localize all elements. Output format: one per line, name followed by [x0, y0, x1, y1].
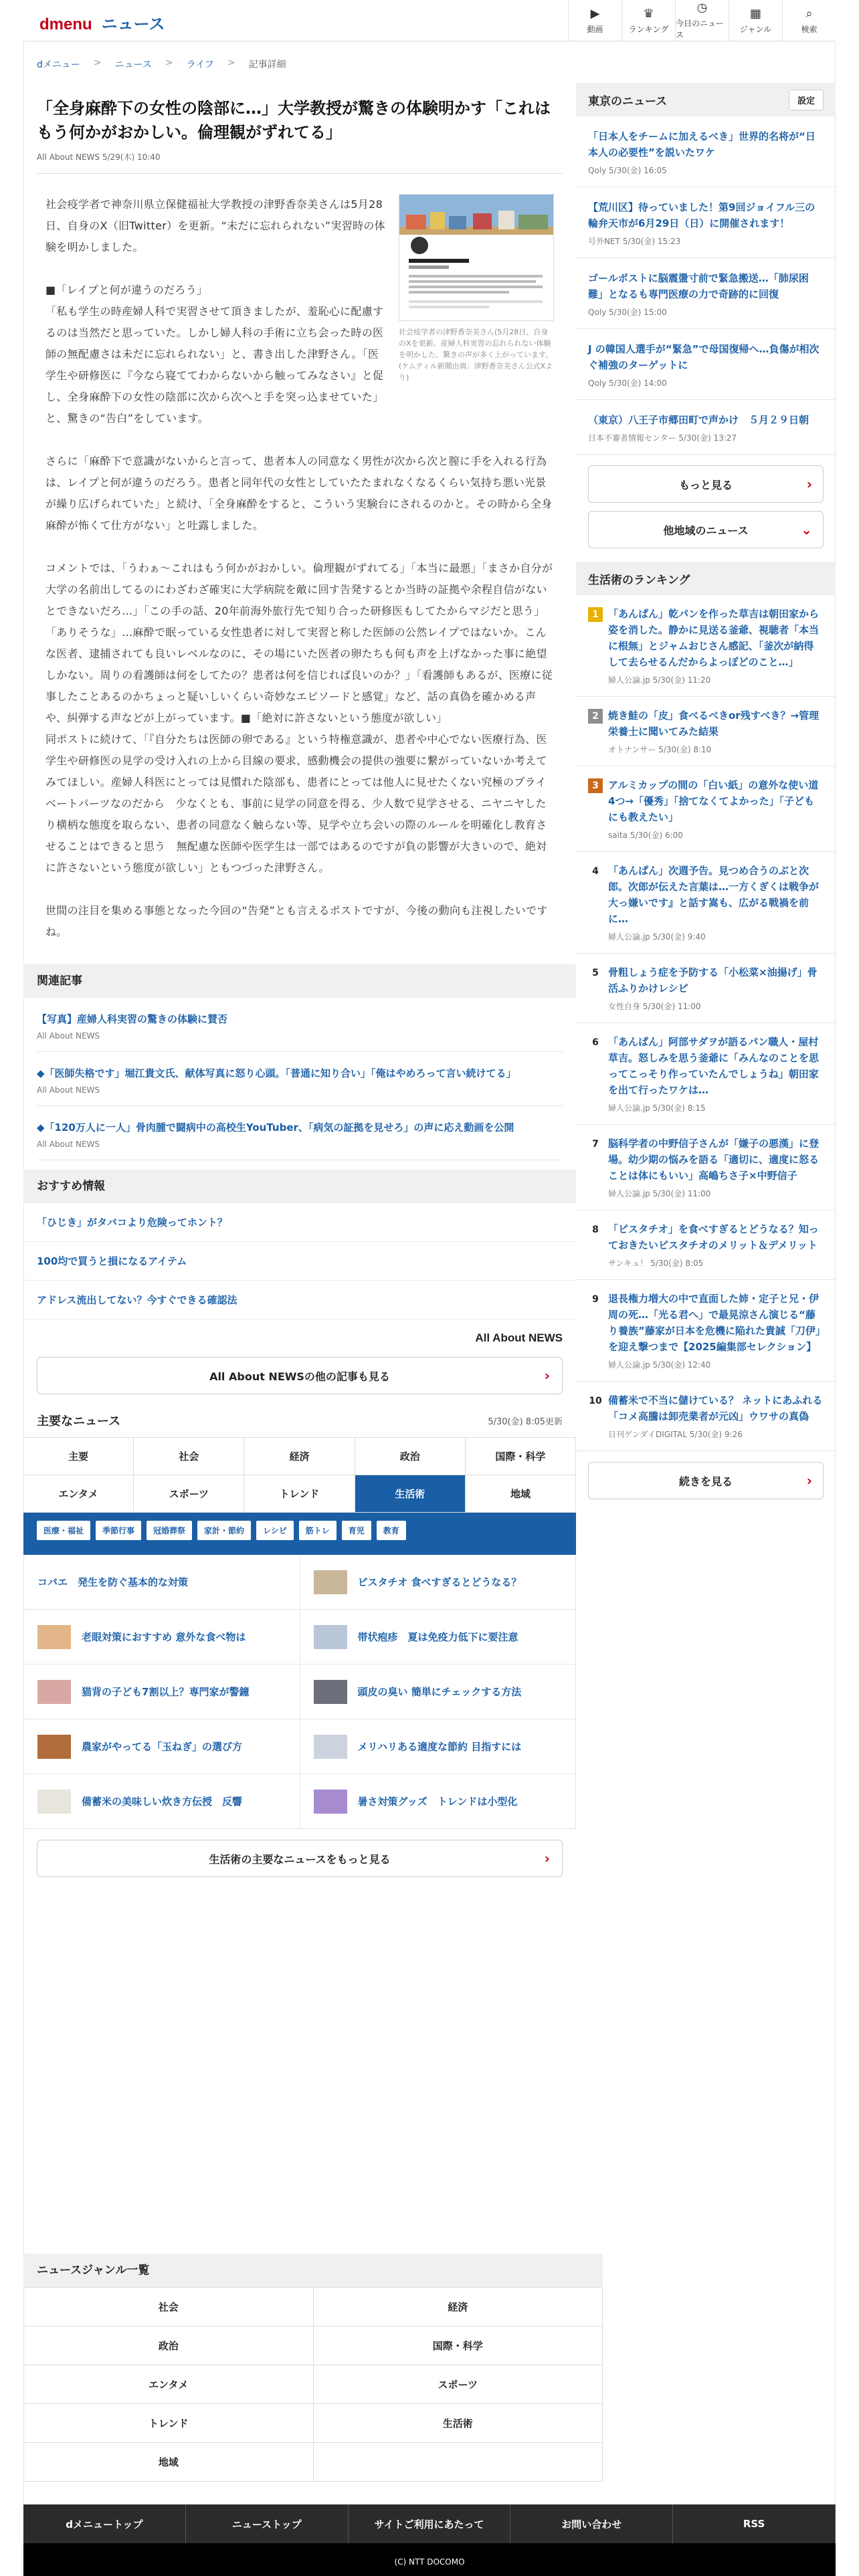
ranking-item[interactable]	[576, 1210, 836, 1280]
related-item[interactable]	[23, 1106, 576, 1160]
main-news-grid	[23, 1555, 576, 1829]
subtag[interactable]: 育児	[342, 1521, 371, 1540]
genre-item[interactable]: 生活術	[314, 2404, 603, 2443]
header-nav	[568, 0, 836, 41]
news-title: 暑さ対策グッズ トレンドは小型化	[357, 1796, 518, 1808]
news-item[interactable]	[24, 1774, 300, 1829]
ranking-source: 婦人公論.jp 5/30(金) 12:40	[608, 1360, 711, 1370]
header-nav-label: 今日のニュース	[676, 19, 725, 39]
divider	[37, 173, 563, 174]
tokyo-news-title: （東京）八王子市郷田町で声かけ ５月２９日朝	[588, 414, 809, 426]
ranking-item[interactable]	[576, 1382, 836, 1451]
ranking-item[interactable]	[576, 595, 836, 697]
tab-7[interactable]: トレンド	[244, 1475, 355, 1513]
footer-link[interactable]: RSS	[673, 2504, 836, 2543]
subtag[interactable]: 季節行事	[96, 1521, 141, 1540]
news-item[interactable]	[24, 1555, 300, 1610]
rank-badge: 9	[588, 1292, 603, 1307]
tokyo-news-source: 日本不審者情報センター 5/30(金) 13:27	[588, 433, 737, 443]
news-item[interactable]	[24, 1719, 300, 1774]
ranking-item[interactable]	[576, 852, 836, 954]
ranking-source: オトナンサー 5/30(金) 8:10	[608, 745, 712, 754]
rank-badge: 7	[588, 1137, 603, 1152]
tokyo-news-title: 【荒川区】待っていました！第9回ジョイフル三の輪弁天市が6月29日（日）に開催されます！	[588, 201, 816, 229]
genre-section	[23, 2254, 603, 2482]
news-title: 老眼対策におすすめ 意外な食べ物は	[82, 1631, 246, 1643]
tokyo-news-item[interactable]	[576, 116, 836, 187]
figure-caption: 社会疫学者の津野香奈美さん(5月28日、自身のXを更新。産婦人科実習の忘れられない体験を明かした。驚きの声が多く上がっています。(ケムティル新聞出典：津野香奈美さん公式Xより)	[399, 328, 553, 382]
main-news-more-label: 生活術の主要なニュースをもっと見る	[209, 1852, 391, 1866]
ranking-more-button[interactable]	[588, 1462, 824, 1499]
ranking-header	[576, 562, 836, 595]
tokyo-news-list	[576, 116, 836, 455]
footer-link[interactable]: dメニュートップ	[23, 2504, 186, 2543]
news-thumbnail	[314, 1680, 347, 1704]
header-nav-video[interactable]	[568, 0, 622, 41]
related-list	[23, 998, 576, 1160]
subtag[interactable]: 医療・福祉	[37, 1521, 90, 1540]
article-image	[399, 194, 554, 321]
news-title: 農家がやってる「玉ねぎ」の選び方	[82, 1741, 243, 1753]
main-news-updated: 5/30(金) 8:05更新	[488, 1416, 563, 1427]
tokyo-news-header	[576, 83, 836, 116]
tokyo-news-source: Qoly 5/30(金) 16:05	[588, 166, 667, 175]
tab-2[interactable]: 経済	[244, 1438, 355, 1475]
region-setting-button[interactable]: 設定	[789, 90, 824, 110]
related-source: All About NEWS	[37, 1031, 563, 1052]
ranking-title: 備蓄米で不当に儲けている？ ネットにあふれる「コメ高騰は卸売業者が元凶」ウワサの真偽	[608, 1394, 823, 1422]
main-news-heading: 主要なニュース	[37, 1414, 121, 1428]
breadcrumb-life[interactable]: ライフ	[186, 60, 214, 70]
rank-badge: 4	[588, 864, 603, 879]
genre-item	[314, 2443, 603, 2482]
ranking-body	[608, 1392, 824, 1440]
ranking-body	[608, 1136, 824, 1199]
main-news-tabs	[23, 1437, 576, 1513]
ranking-title: 「あんぱん」阿部サダヲが語るパン職人・屋村草吉。怒しみを思う釜爺に「みんなのことを思ってこっそり作っていたんでしょうね」朝田家を出て行ったワケは…	[608, 1036, 820, 1096]
news-item[interactable]	[24, 1665, 300, 1719]
ranking-source: サンキュ！ 5/30(金) 8:05	[608, 1259, 704, 1268]
rank-badge: 3	[588, 778, 603, 793]
article-paragraph: 世間の注目を集める事態となった今回の“告発”とも言えるポストですが、今後の動向も注視したいですね。	[45, 904, 548, 938]
ranking-title: 「ピスタチオ」を食べすぎるとどうなる？知っておきたいピスタチオのメリット＆デメリット	[608, 1223, 819, 1251]
ranking-item[interactable]	[576, 954, 836, 1023]
ranking-list	[576, 595, 836, 1451]
breadcrumb	[37, 58, 286, 71]
recommend-item[interactable]: 100均で買うと損になるアイテム	[23, 1242, 576, 1281]
genre-heading: ニュースジャンル一覧	[23, 2254, 603, 2287]
tokyo-news-title: J の韓国人選手が“緊急”で母国復帰へ…負傷が相次ぐ補強のターゲットに	[588, 343, 820, 371]
footer-nav	[23, 2504, 836, 2543]
ranking-item[interactable]	[576, 697, 836, 766]
trophy-icon: ♛	[643, 6, 654, 21]
tab-1[interactable]: 社会	[134, 1438, 244, 1475]
rank-badge: 10	[588, 1394, 603, 1408]
subtag[interactable]: 冠婚葬祭	[147, 1521, 192, 1540]
subtag[interactable]: 家計・節約	[197, 1521, 251, 1540]
genre-item[interactable]: 国際・科学	[314, 2327, 603, 2365]
recommend-heading: おすすめ情報	[23, 1170, 576, 1203]
ranking-body	[608, 1034, 824, 1113]
allabout-more-button[interactable]	[37, 1357, 563, 1394]
ranking-body	[608, 708, 824, 755]
article-meta: All About NEWS 5/29(木) 10:40	[37, 152, 161, 162]
tokyo-news-title: 「日本人をチームに加えるべき」世界的名将が“日本人の必要性”を説いたワケ	[588, 130, 816, 158]
other-region-button[interactable]	[588, 511, 824, 548]
genre-grid	[23, 2287, 603, 2482]
breadcrumb-dmenu[interactable]: dメニュー	[37, 60, 80, 70]
ranking-source: 婦人公論.jp 5/30(金) 8:15	[608, 1103, 706, 1113]
related-section	[23, 964, 576, 1160]
header-nav-label: ジャンル	[739, 24, 772, 34]
ranking-source: saita 5/30(金) 6:00	[608, 831, 683, 840]
article-title: 「全身麻酔下の女性の陰部に…」大学教授が驚きの体験明かす「これはもう何かがおかしい。倫理観がずれてる」	[37, 99, 551, 142]
article-figure[interactable]	[399, 194, 554, 383]
subtag[interactable]: レシピ	[256, 1521, 294, 1540]
ranking-source: 婦人公論.jp 5/30(金) 9:40	[608, 932, 706, 942]
breadcrumb-separator: >	[165, 58, 173, 68]
header-nav-grid[interactable]	[729, 0, 782, 41]
tokyo-news-item[interactable]	[576, 329, 836, 400]
related-heading: 関連記事	[23, 964, 576, 998]
news-item[interactable]	[300, 1610, 577, 1665]
allabout-more-label: All About NEWSの他の記事も見る	[209, 1370, 390, 1383]
news-thumbnail	[37, 1735, 71, 1759]
ranking-source: 婦人公論.jp 5/30(金) 11:00	[608, 1189, 711, 1198]
ranking-item[interactable]	[576, 1023, 836, 1125]
article-paragraph: さらに「麻酔下で意識がないからと言って、患者本人の同意なく男性が次から次と膣に手を入れる行為は、レイプと何が違うのだろう。患者と同年代の女性としていたたまれなくなるくらい気持ち悪い光景が繰り広げられていた」と続け、「全身麻酔をすると、こういう実験台にされるのかと。その時から全身麻酔が怖くて仕方がない」と吐露しました。	[45, 455, 553, 532]
ranking-body	[608, 863, 824, 942]
tokyo-news-source: Qoly 5/30(金) 15:00	[588, 308, 667, 317]
copyright: (C) NTT DOCOMO	[23, 2543, 836, 2576]
tab-6[interactable]: スポーツ	[134, 1475, 244, 1513]
breadcrumb-separator: >	[227, 58, 235, 68]
news-title: ピスタチオ 食べすぎるとどうなる？	[357, 1576, 522, 1588]
rank-badge: 2	[588, 709, 603, 724]
tokyo-more-label: もっと見る	[678, 478, 733, 492]
news-item[interactable]	[300, 1555, 577, 1610]
ranking-source: 女性自身 5/30(金) 11:00	[608, 1002, 701, 1011]
logo-section: ニュース	[101, 15, 165, 33]
main-news-section	[23, 1404, 576, 1877]
ranking-body	[608, 1221, 824, 1269]
ranking-body	[608, 964, 824, 1012]
genre-item[interactable]: スポーツ	[314, 2365, 603, 2404]
breadcrumb-news[interactable]: ニュース	[114, 60, 152, 70]
recommend-list	[23, 1203, 576, 1319]
ranking-body	[608, 1291, 824, 1370]
footer-link[interactable]: ニューストップ	[186, 2504, 349, 2543]
recommend-item[interactable]: 「ひじき」がタバコより危険ってホント？	[23, 1203, 576, 1242]
genre-item[interactable]: エンタメ	[24, 2365, 314, 2404]
tab-9[interactable]: 地域	[466, 1475, 576, 1513]
header-nav-trophy[interactable]	[622, 0, 675, 41]
ranking-title: 脳科学者の中野信子さんが「嫌子の悪漢」に登場。幼少期の悩みを語る「適切に、適度に怒ることは体にもいい」高嶋ちさ子×中野信子	[608, 1138, 820, 1182]
genre-item[interactable]: 経済	[314, 2288, 603, 2327]
related-title: ◆「医師失格です」堀江貴文氏、献体写真に怒り心頭。「普通に知り合い」「俺はやめろって言い続けてる」	[37, 1067, 516, 1079]
article-paragraph: 社会疫学者で神奈川県立保健福祉大学教授の津野香奈美さんは5月28日、自身のX（旧Twitter）を更新。“未だに忘れられない”実習時の体験を明かしました。	[45, 198, 385, 253]
header-nav-label: 動画	[587, 24, 603, 34]
news-thumbnail	[314, 1735, 347, 1759]
tab-8[interactable]: 生活術	[355, 1475, 466, 1513]
tokyo-news-item[interactable]	[576, 258, 836, 329]
related-item[interactable]	[23, 998, 576, 1052]
header-nav-label: ランキング	[628, 24, 669, 34]
tokyo-news-heading: 東京のニュース	[588, 94, 668, 108]
news-title: メリハリある適度な節約 目指すには	[357, 1741, 522, 1753]
logo-text: dmenu	[39, 15, 92, 33]
news-title: 帯状疱疹 夏は免疫力低下に要注意	[357, 1631, 518, 1643]
subtag-bar	[23, 1513, 576, 1555]
article-paragraph: ■「レイプと何が違うのだろう」 「私も学生の時産婦人科で実習させて頂きましたが、羞恥心に配慮するのは当然だと思っていた。しかし婦人科の手術に立ち会った時の医師の無配慮さは未だに忘れられない」と、書き出した津野さん。「医学生や研修医に『今なら寝ててわからないから触ってみなさい』と促し、全身麻酔下の女性の陰部に次から次へと手を突っ込ませていた」と、驚きの“告白”をしています。	[45, 284, 384, 425]
genre-item[interactable]: トレンド	[24, 2404, 314, 2443]
site-logo[interactable]	[39, 11, 165, 34]
related-source: All About NEWS	[37, 1140, 563, 1160]
header-nav-clock[interactable]	[675, 0, 729, 41]
news-item[interactable]	[24, 1610, 300, 1665]
subtag[interactable]: 教育	[377, 1521, 406, 1540]
allabout-logo: All About NEWS	[475, 1331, 563, 1344]
article-body	[45, 194, 554, 943]
genre-item[interactable]: 地域	[24, 2443, 314, 2482]
tokyo-news-item[interactable]	[576, 400, 836, 455]
footer-link[interactable]: サイトご利用にあたって	[349, 2504, 511, 2543]
ranking-body	[608, 777, 824, 841]
tokyo-more-button[interactable]	[588, 465, 824, 503]
ranking-source: 婦人公論.jp 5/30(金) 11:20	[608, 675, 711, 685]
search-icon: ⌕	[805, 6, 813, 21]
tokyo-news-title: ゴールポストに脳震盪寸前で緊急搬送…「肺尿困難」となるも専門医療の力で奇跡的に回復	[588, 272, 809, 300]
chevron-right-icon: ›	[544, 1850, 550, 1866]
main-news-more-button[interactable]	[37, 1840, 563, 1877]
site-footer	[23, 2504, 836, 2576]
ranking-item[interactable]	[576, 766, 836, 852]
breadcrumb-separator: >	[93, 58, 102, 68]
article-paragraph: コメントでは、「うわぁ〜これはもう何かがおかしい。倫理観がずれてる」「本当に最悪」「まさか自分が大学の名前出してるのにわざわざ確実に大学病院を敵に回す告発するとか当時の証拠や余程自信がないとできないだろ…」「この手の話、20年前海外旅行先で知り合った研修医もしてたからマジだと思う」「ありそうな」…麻酔で眠っている女性患者に対して実習と称した医師の公然レイプではないか。こんな医者、逮捕されても良いレベルなのに、その場にいた医者の卵たちも何も声を上げなかった事に絶望しかない。周りの看護師は何をしてたの？患者は何を信じれば良いのか？」「看護師もあるが、医療に従事したことあるのかちょっと疑いしいくらい奇妙なエピソードと感覚」など、話の真偽を確かめる声や、糾弾する声などが上がっています。■「絶対に許さないという態度が欲しい」 同ポストに続けて、「『自分たちは医師の卵である』という特権意識が、患者や中心でない医療行為、医学生や研修医の見学の受け入れの上から目線の要求、感動機会の提供の強要に繋がっていないか考えてみてほしい。産婦人科医にとっては見慣れた陰部も、患者にとっては他人に見せたくない究極のプライベートパーツなのだから 少なくとも、事前に見学の同意を得る、少人数で見学させる、ニヤニヤしたり横柄な態度を取らない、患者の同意なく触らない等、見学や立ち会いの際のルールを明確化し教育させることはできると思う 無配慮な医師や医学生は一部ではあるのですが負の影響が大きいので、絶対に許さないという態度が欲しい」ともつづった津野さん。	[45, 562, 553, 874]
footer-link[interactable]: お問い合わせ	[510, 2504, 673, 2543]
news-thumbnail	[314, 1790, 347, 1814]
other-region-label: 他地域のニュース	[663, 524, 749, 537]
rank-badge: 8	[588, 1222, 603, 1237]
rank-badge: 5	[588, 966, 603, 980]
tokyo-news-source: 号外NET 5/30(金) 15:23	[588, 237, 681, 246]
tokyo-news-item[interactable]	[576, 187, 836, 258]
genre-item[interactable]: 政治	[24, 2327, 314, 2365]
chevron-down-icon: ⌄	[801, 522, 812, 538]
video-icon: ▶	[590, 6, 600, 21]
related-title: ◆「120万人に一人」骨肉腫で闘病中の高校生YouTuber、「病気の証拠を見せろ」の声に応え動画を公開	[37, 1121, 514, 1134]
tab-4[interactable]: 国際・科学	[466, 1438, 576, 1475]
news-title: コバエ 発生を防ぐ基本的な対策	[37, 1576, 189, 1588]
news-item[interactable]	[300, 1665, 577, 1719]
tab-5[interactable]: エンタメ	[23, 1475, 134, 1513]
ranking-body	[608, 606, 824, 685]
grid-icon: ▦	[749, 6, 761, 21]
chevron-right-icon: ›	[544, 1368, 550, 1384]
ranking-title: 退長権力増大の中で直面した姉・定子と兄・伊周の死…「光る君へ」で最晃涼さん演じる“藤り養族”藤家が日本を危機に陥れた貴誠「刀伊」を迎え撃つまで【2025編集部セレクション】	[608, 1293, 821, 1353]
ranking-title: 「あんぱん」次週予告。見つめ合うのぶと次郎。次郎が伝えた言葉は…一方くぎくは戦争が大っ嫌いです』と話す嵩も、広がる戦禍を前に…	[608, 865, 820, 925]
header-nav-label: 検索	[801, 24, 818, 34]
main-column	[23, 83, 576, 1887]
ranking-title: 焼き鮭の「皮」食べるべきor残すべき？→管理栄養士に聞いてみた結果	[608, 710, 819, 738]
news-thumbnail	[37, 1680, 71, 1704]
main-news-header	[23, 1404, 576, 1437]
chevron-right-icon: ›	[806, 1473, 812, 1489]
tab-0[interactable]: 主要	[23, 1438, 134, 1475]
ranking-item[interactable]	[576, 1280, 836, 1382]
side-column	[576, 83, 836, 1499]
ranking-item[interactable]	[576, 1125, 836, 1210]
news-title: 頭皮の臭い 簡単にチェックする方法	[357, 1686, 522, 1698]
tab-3[interactable]: 政治	[355, 1438, 466, 1475]
news-thumbnail	[314, 1625, 347, 1649]
ranking-title: アルミカップの間の「白い紙」の意外な使い道4つ→「優秀」「捨てなくてよかった」「子どもにも教えたい」	[608, 779, 819, 823]
ranking-heading: 生活術のランキング	[588, 573, 690, 587]
related-title: 【写真】産婦人科実習の驚きの体験に賛否	[37, 1013, 228, 1025]
clock-icon: ◷	[696, 1, 708, 15]
ranking-title: 骨粗しょう症を予防する「小松菜×油揚げ」骨活ふりかけレシピ	[608, 966, 818, 994]
news-item[interactable]	[300, 1774, 577, 1829]
news-thumbnail	[314, 1570, 347, 1594]
header-nav-search[interactable]	[782, 0, 836, 41]
news-title: 備蓄米の美味しい炊き方伝授 反響	[82, 1796, 243, 1808]
ranking-more-label: 続きを見る	[678, 1475, 733, 1488]
related-source: All About NEWS	[37, 1085, 563, 1106]
rank-badge: 1	[588, 607, 603, 622]
genre-item[interactable]: 社会	[24, 2288, 314, 2327]
tokyo-news-source: Qoly 5/30(金) 14:00	[588, 379, 667, 388]
breadcrumb-current: 記事詳細	[248, 60, 286, 70]
ranking-title: 「あんぱん」乾パンを作った草吉は朝田家から姿を消した。静かに見送る釜爺、視聴者「本当に根無」とジャムおじさん感記、「釜次が納得して去らせるんだからよっぽどのこと…」	[608, 608, 820, 668]
news-item[interactable]	[300, 1719, 577, 1774]
ranking-source: 日刊ゲンダイDIGITAL 5/30(金) 9:26	[608, 1430, 743, 1439]
recommend-item[interactable]: アドレス流出してない？今すぐできる確認法	[23, 1281, 576, 1319]
related-item[interactable]	[23, 1052, 576, 1106]
news-title: 猫背の子ども7割以上？専門家が警鐘	[82, 1686, 250, 1698]
news-thumbnail	[37, 1625, 71, 1649]
chevron-right-icon: ›	[806, 476, 812, 492]
site-header	[23, 0, 836, 41]
subtag[interactable]: 筋トレ	[299, 1521, 337, 1540]
recommend-section	[23, 1170, 576, 1394]
news-thumbnail	[37, 1790, 71, 1814]
rank-badge: 6	[588, 1035, 603, 1050]
